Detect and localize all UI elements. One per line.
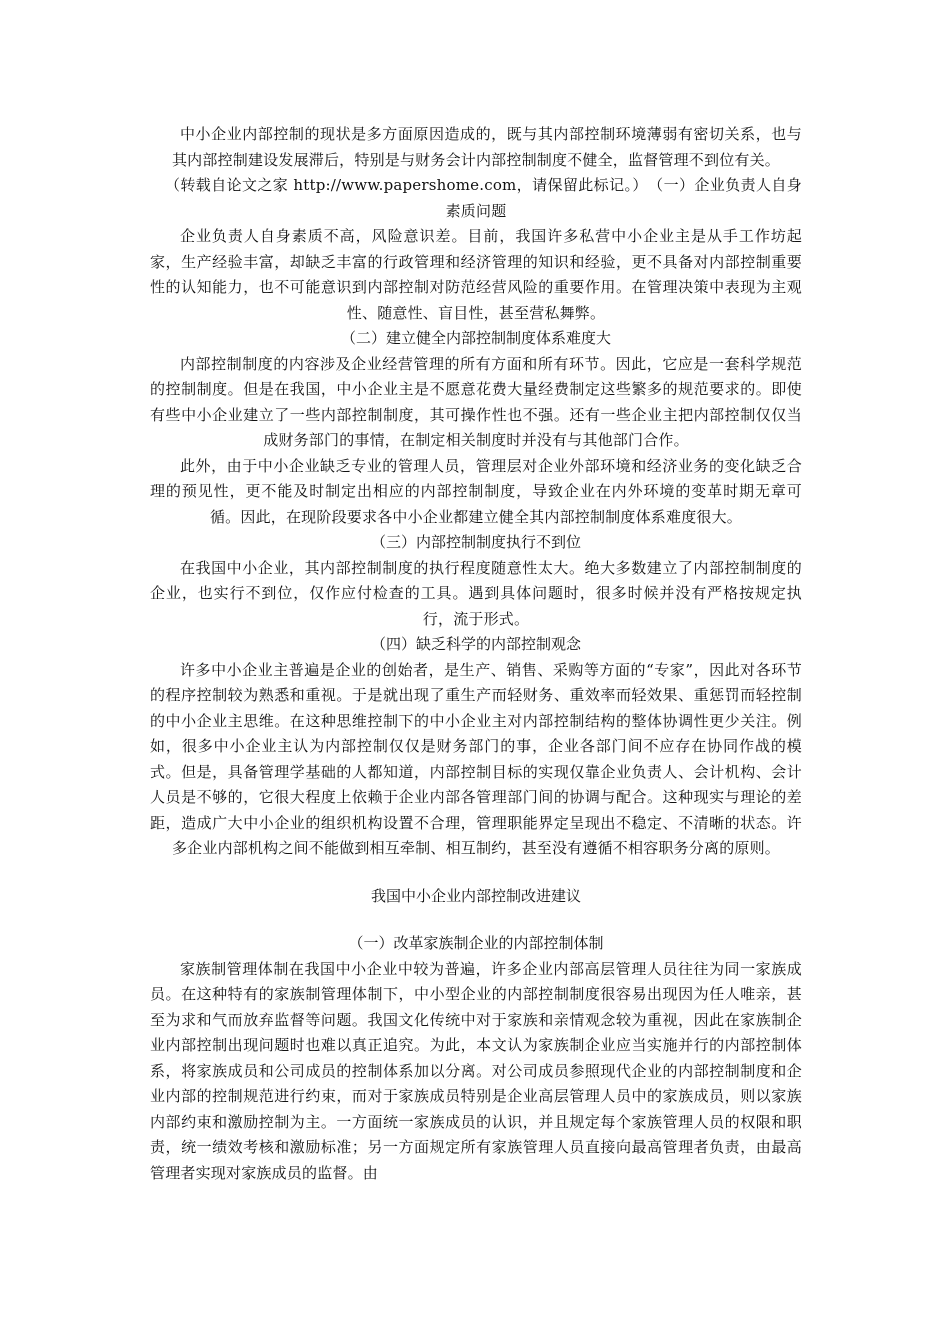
paragraph-responsible-person: 企业负责人自身素质不高，风险意识差。目前，我国许多私营中小企业主是从手工作坊起家，生产经验丰富，却缺乏丰富的行政管理和经济管理的知识和经验，更不具备对内部控制重要性的认知能力，也不可能意识到内部控制对防范经营风险的重要作用。在管理决策中表现为主观性、随意性、盲目性，甚至营私舞弊。	[150, 227, 802, 322]
paragraph-concept: 许多中小企业主普遍是企业的创始者，是生产、销售、采购等方面的“专家”，因此对各环节的程序控制较为熟悉和重视。于是就出现了重生产而轻财务、重效率而轻效果、重惩罚而轻控制的中小企业主思维。在这种思维控制下的中小企业主对内部控制结构的整体协调性更少关注。例如，很多中小企业主认为内部控制仅仅是财务部门的事，企业各部门间不应存在协同作战的模式。但是，具备管理学基础的人都知道，内部控制目标的实现仅靠企业负责人、会计机构、会计人员是不够的，它很大程度上依赖于企业内部各管理部门间的协调与配合。这种现实与理论的差距，造成广大中小企业的组织机构设置不合理，管理职能界定呈现出不稳定、不清晰的状态。许多企业内部机构之间不能做到相互牵制、相互制约，甚至没有遵循不相容职务分离的原则。	[150, 660, 802, 857]
chapter-title: 我国中小企业内部控制改进建议	[370, 886, 581, 905]
section-heading-concept: （四）缺乏科学的内部控制观念	[370, 635, 581, 653]
repost-note: （转载自论文之家 http://www.papershome.com，请保留此标记。） （一）企业负责人自身素质问题	[165, 176, 802, 220]
section-heading-execution: （三）内部控制制度执行不到位	[370, 533, 581, 551]
section-heading-family-enterprise: （一）改革家族制企业的内部控制体制	[348, 934, 604, 952]
paragraph-execution: 在我国中小企业，其内部控制制度的执行程度随意性太大。绝大多数建立了内部控制制度的企业，也实行不到位，仅作应付检查的工具。遇到具体问题时，很多时候并没有严格按规定执行，流于形式。	[150, 558, 802, 628]
document-page	[150, 122, 802, 1186]
section-heading-system-difficulty: （二）建立健全内部控制制度体系难度大	[340, 329, 611, 347]
intro-paragraph: 中小企业内部控制的现状是多方面原因造成的，既与其内部控制环境薄弱有密切关系，也与其内部控制建设发展滞后，特别是与财务会计内部控制制度不健全，监督管理不到位有关。	[171, 125, 802, 169]
paragraph-system-content: 内部控制制度的内容涉及企业经营管理的所有方面和所有环节。因此，它应是一套科学规范的控制制度。但是在我国，中小企业主是不愿意花费大量经费制定这些繁多的规范要求的。即使有些中小企业建立了一些内部控制制度，其可操作性也不强。还有一些企业主把内部控制仅仅当成财务部门的事情，在制定相关制度时并没有与其他部门合作。	[150, 354, 802, 449]
paragraph-family-enterprise: 家族制管理体制在我国中小企业中较为普遍，许多企业内部高层管理人员往往为同一家族成员。在这种特有的家族制管理体制下，中小型企业的内部控制制度很容易出现因为任人唯亲，甚至为求和气而放弃监督等问题。我国文化传统中对于家族和亲情观念较为重视，因此在家族制企业内部控制出现问题时也难以真正追究。为此，本文认为家族制企业应当实施并行的内部控制体系，将家族成员和公司成员的控制体系加以分离。对公司成员参照现代企业的内部控制制度和企业内部的控制规范进行约束，而对于家族成员特别是企业高层管理人员中的家族成员，则以家族内部约束和激励控制为主。一方面统一家族成员的认识，并且规定每个家族管理人员的权限和职责，统一绩效考核和激励标准；另一方面规定所有家族管理人员直接向最高管理者负责，由最高管理者实现对家族成员的监督。由	[150, 959, 802, 1182]
paragraph-lack-of-staff: 此外，由于中小企业缺乏专业的管理人员，管理层对企业外部环境和经济业务的变化缺乏合理的预见性，更不能及时制定出相应的内部控制制度，导致企业在内外环境的变革时期无章可循。因此，在现阶段要求各中小企业都建立健全其内部控制制度体系难度很大。	[150, 456, 802, 526]
